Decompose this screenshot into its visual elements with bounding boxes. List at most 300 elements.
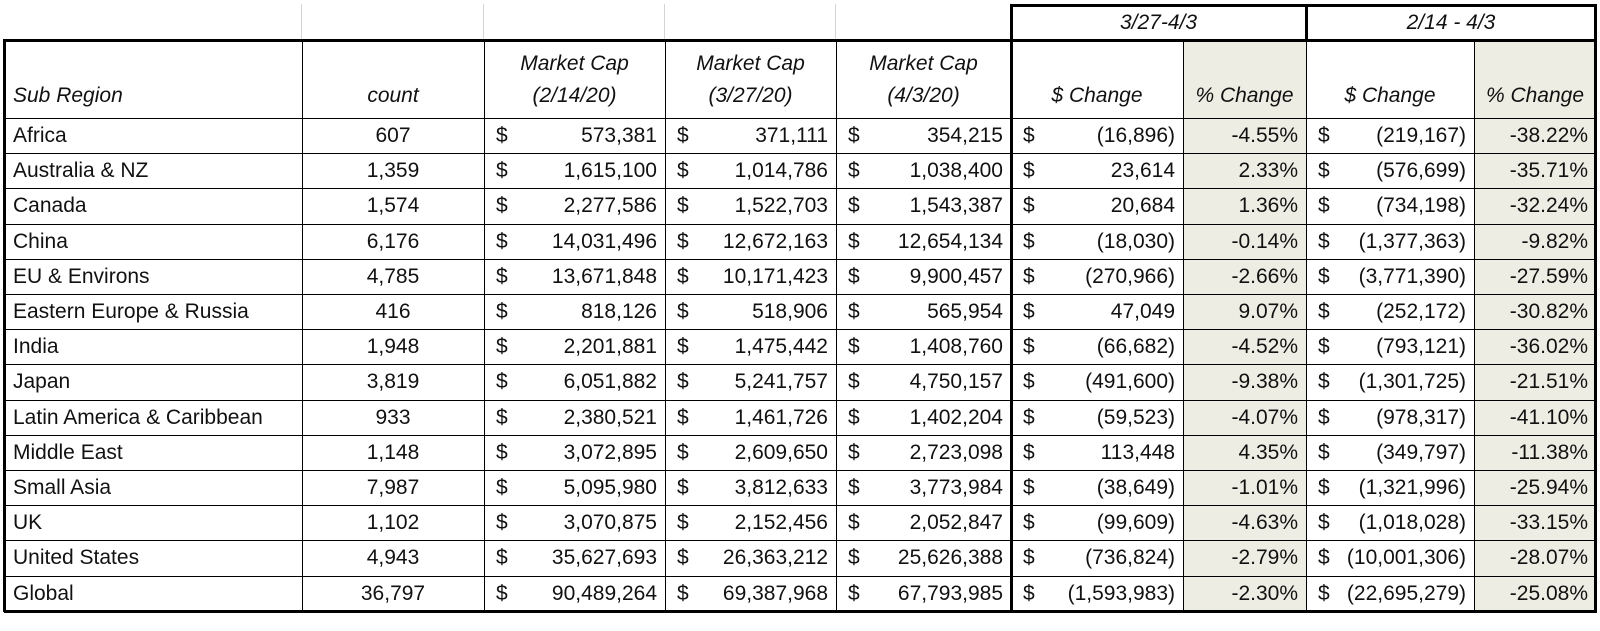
currency-symbol: $ <box>677 511 689 535</box>
currency-symbol: $ <box>848 159 860 183</box>
mc3-cell[interactable] <box>836 259 1011 294</box>
mc3-cell[interactable] <box>836 470 1011 505</box>
region-name: Africa <box>13 124 67 148</box>
currency-symbol: $ <box>1318 405 1330 429</box>
region-name: Canada <box>13 194 87 218</box>
pct1-cell[interactable] <box>1183 118 1306 153</box>
mc1-cell[interactable] <box>484 576 665 611</box>
currency-symbol: $ <box>848 264 860 288</box>
row-divider <box>4 505 1596 506</box>
mc1-cell[interactable] <box>484 153 665 188</box>
currency-symbol: $ <box>848 581 860 605</box>
chg2-cell[interactable] <box>1306 329 1474 364</box>
chg2-cell[interactable] <box>1306 153 1474 188</box>
region-cell[interactable] <box>4 294 302 329</box>
mc2-cell[interactable] <box>665 259 836 294</box>
row-divider <box>4 540 1596 541</box>
pct1-cell[interactable] <box>1183 259 1306 294</box>
mc2-cell[interactable] <box>665 576 836 611</box>
pct2-cell[interactable] <box>1474 576 1596 611</box>
pct2-value: -30.82% <box>1509 300 1588 324</box>
mc1-cell[interactable] <box>484 540 665 575</box>
chg1-cell[interactable] <box>1011 294 1183 329</box>
mc1-value: 2,380,521 <box>563 405 657 429</box>
mc2-cell[interactable] <box>665 400 836 435</box>
pct2-cell[interactable] <box>1474 540 1596 575</box>
header-pct-change-2[interactable] <box>1474 40 1596 118</box>
count-cell[interactable] <box>302 329 484 364</box>
chg1-cell[interactable] <box>1011 400 1183 435</box>
currency-symbol: $ <box>848 124 860 148</box>
pct2-cell[interactable] <box>1474 294 1596 329</box>
mc1-cell[interactable] <box>484 364 665 399</box>
mc2-cell[interactable] <box>665 224 836 259</box>
header-label: (2/14/20) <box>532 84 617 107</box>
row-divider <box>4 364 1596 365</box>
currency-symbol: $ <box>677 546 689 570</box>
count-value: 1,148 <box>366 440 420 464</box>
count-cell[interactable] <box>302 400 484 435</box>
currency-symbol: $ <box>677 440 689 464</box>
mc3-cell[interactable] <box>836 188 1011 223</box>
mc1-cell[interactable] <box>484 435 665 470</box>
chg1-value: (66,682) <box>1096 335 1175 359</box>
header-label: % Change <box>1485 84 1585 107</box>
currency-symbol: $ <box>1023 405 1035 429</box>
count-value: 3,819 <box>366 370 420 394</box>
header-market-cap-2-14-20[interactable] <box>484 40 665 118</box>
currency-symbol: $ <box>496 581 508 605</box>
chg2-value: (219,167) <box>1376 124 1466 148</box>
mc2-cell[interactable] <box>665 329 836 364</box>
header-label: $ Change <box>1344 84 1436 107</box>
pct1-value: 1.36% <box>1238 194 1298 218</box>
pct2-cell[interactable] <box>1474 505 1596 540</box>
mc2-value: 1,014,786 <box>734 159 828 183</box>
pct2-value: -33.15% <box>1509 511 1588 535</box>
region-cell[interactable] <box>4 153 302 188</box>
pct2-cell[interactable] <box>1474 188 1596 223</box>
header-dollar-change-1[interactable] <box>1011 40 1183 118</box>
mc2-cell[interactable] <box>665 118 836 153</box>
chg2-cell[interactable] <box>1306 118 1474 153</box>
region-cell[interactable] <box>4 118 302 153</box>
mc1-value: 90,489,264 <box>551 581 657 605</box>
chg2-cell[interactable] <box>1306 470 1474 505</box>
chg2-value: (978,317) <box>1376 405 1466 429</box>
pct1-cell[interactable] <box>1183 329 1306 364</box>
currency-symbol: $ <box>848 546 860 570</box>
mc2-value: 2,609,650 <box>734 440 828 464</box>
mc2-value: 3,812,633 <box>734 476 828 500</box>
chg1-cell[interactable] <box>1011 153 1183 188</box>
row-divider <box>4 294 1596 295</box>
chg2-cell[interactable] <box>1306 294 1474 329</box>
currency-symbol: $ <box>496 335 508 359</box>
chg1-cell[interactable] <box>1011 364 1183 399</box>
mc2-cell[interactable] <box>665 540 836 575</box>
currency-symbol: $ <box>677 370 689 394</box>
mc1-value: 1,615,100 <box>563 159 657 183</box>
chg2-value: (22,695,279) <box>1346 581 1466 605</box>
count-cell[interactable] <box>302 576 484 611</box>
chg2-value: (1,301,725) <box>1358 370 1466 394</box>
mc1-cell[interactable] <box>484 188 665 223</box>
currency-symbol: $ <box>848 370 860 394</box>
chg1-cell[interactable] <box>1011 329 1183 364</box>
mc3-cell[interactable] <box>836 505 1011 540</box>
region-name: Eastern Europe & Russia <box>13 300 249 324</box>
pct2-cell[interactable] <box>1474 259 1596 294</box>
mc3-value: 25,626,388 <box>897 546 1003 570</box>
currency-symbol: $ <box>1023 511 1035 535</box>
currency-symbol: $ <box>496 159 508 183</box>
currency-symbol: $ <box>1318 229 1330 253</box>
region-name: Latin America & Caribbean <box>13 405 263 429</box>
row-divider <box>4 435 1596 436</box>
chg2-value: (576,699) <box>1376 159 1466 183</box>
mc1-value: 2,277,586 <box>563 194 657 218</box>
mc3-cell[interactable] <box>836 294 1011 329</box>
pct2-cell[interactable] <box>1474 470 1596 505</box>
pct2-value: -11.38% <box>1511 440 1588 464</box>
count-cell[interactable] <box>302 435 484 470</box>
currency-symbol: $ <box>848 405 860 429</box>
currency-symbol: $ <box>496 546 508 570</box>
mc2-value: 5,241,757 <box>734 370 828 394</box>
row-divider <box>4 576 1596 577</box>
count-cell[interactable] <box>302 188 484 223</box>
pct1-cell[interactable] <box>1183 188 1306 223</box>
currency-symbol: $ <box>1318 159 1330 183</box>
mc3-cell[interactable] <box>836 329 1011 364</box>
mc2-cell[interactable] <box>665 470 836 505</box>
count-value: 1,574 <box>366 194 420 218</box>
column-divider <box>1183 40 1184 611</box>
group-header-2-14-4-3[interactable] <box>1306 4 1596 40</box>
mc1-value: 5,095,980 <box>563 476 657 500</box>
pct1-value: 4.35% <box>1238 440 1298 464</box>
table-left-border <box>3 39 6 612</box>
currency-symbol: $ <box>1023 194 1035 218</box>
region-cell[interactable] <box>4 364 302 399</box>
chg2-cell[interactable] <box>1306 505 1474 540</box>
count-value: 416 <box>375 300 411 324</box>
currency-symbol: $ <box>1318 300 1330 324</box>
count-cell[interactable] <box>302 118 484 153</box>
row-divider <box>4 224 1596 225</box>
mc2-cell[interactable] <box>665 188 836 223</box>
mc2-value: 2,152,456 <box>734 511 828 535</box>
mc3-cell[interactable] <box>836 224 1011 259</box>
chg2-value: (1,018,028) <box>1358 511 1466 535</box>
pct1-value: -4.63% <box>1231 511 1298 535</box>
mc1-cell[interactable] <box>484 400 665 435</box>
group-left-border <box>1010 4 1013 612</box>
currency-symbol: $ <box>1023 159 1035 183</box>
currency-symbol: $ <box>1023 300 1035 324</box>
header-dollar-change-2[interactable] <box>1306 40 1474 118</box>
chg2-cell[interactable] <box>1306 540 1474 575</box>
header-label: Market Cap <box>869 52 978 75</box>
mc2-value: 69,387,968 <box>722 581 828 605</box>
chg1-cell[interactable] <box>1011 224 1183 259</box>
currency-symbol: $ <box>677 581 689 605</box>
currency-symbol: $ <box>496 300 508 324</box>
chg1-value: (59,523) <box>1096 405 1175 429</box>
currency-symbol: $ <box>1023 264 1035 288</box>
region-cell[interactable] <box>4 400 302 435</box>
mc3-cell[interactable] <box>836 435 1011 470</box>
row-divider <box>4 259 1596 260</box>
mc1-value: 3,070,875 <box>563 511 657 535</box>
mc3-value: 3,773,984 <box>909 476 1003 500</box>
chg1-value: 23,614 <box>1110 159 1175 183</box>
region-name: EU & Environs <box>13 264 150 288</box>
chg1-cell[interactable] <box>1011 505 1183 540</box>
region-cell[interactable] <box>4 224 302 259</box>
count-cell[interactable] <box>302 540 484 575</box>
row-divider <box>4 153 1596 154</box>
pct1-cell[interactable] <box>1183 576 1306 611</box>
count-value: 1,359 <box>366 159 420 183</box>
chg1-value: (18,030) <box>1096 229 1175 253</box>
count-cell[interactable] <box>302 505 484 540</box>
currency-symbol: $ <box>848 440 860 464</box>
pct1-cell[interactable] <box>1183 400 1306 435</box>
header-pct-change-1[interactable] <box>1183 40 1306 118</box>
pct1-cell[interactable] <box>1183 224 1306 259</box>
pct2-value: -21.51% <box>1509 370 1588 394</box>
group-header-label: 2/14 - 4/3 <box>1406 10 1496 34</box>
region-name: UK <box>13 511 43 535</box>
chg2-value: (252,172) <box>1376 300 1466 324</box>
currency-symbol: $ <box>677 264 689 288</box>
header-label: $ Change <box>1051 84 1143 107</box>
mc1-cell[interactable] <box>484 329 665 364</box>
count-cell[interactable] <box>302 470 484 505</box>
count-value: 1,102 <box>366 511 420 535</box>
pct2-value: -28.07% <box>1509 546 1588 570</box>
header-label: % Change <box>1195 84 1294 107</box>
mc2-cell[interactable] <box>665 435 836 470</box>
currency-symbol: $ <box>677 335 689 359</box>
chg2-cell[interactable] <box>1306 576 1474 611</box>
mc3-cell[interactable] <box>836 364 1011 399</box>
header-count[interactable] <box>302 40 484 118</box>
chg2-cell[interactable] <box>1306 364 1474 399</box>
currency-symbol: $ <box>1318 124 1330 148</box>
header-market-cap-3-27-20[interactable] <box>665 40 836 118</box>
mc1-cell[interactable] <box>484 224 665 259</box>
count-value: 4,785 <box>366 264 420 288</box>
chg1-value: (99,609) <box>1096 511 1175 535</box>
chg1-cell[interactable] <box>1011 576 1183 611</box>
currency-symbol: $ <box>1318 194 1330 218</box>
table-top-border <box>4 39 1596 42</box>
mc1-cell[interactable] <box>484 294 665 329</box>
empty-cell[interactable] <box>665 4 836 40</box>
group-header-label: 3/27-4/3 <box>1119 10 1198 34</box>
mc2-value: 12,672,163 <box>722 229 828 253</box>
chg2-value: (349,797) <box>1376 440 1466 464</box>
mc1-value: 3,072,895 <box>563 440 657 464</box>
mc3-cell[interactable] <box>836 153 1011 188</box>
chg2-cell[interactable] <box>1306 188 1474 223</box>
mc3-value: 1,402,204 <box>909 405 1003 429</box>
region-cell[interactable] <box>4 435 302 470</box>
region-cell[interactable] <box>4 470 302 505</box>
region-cell[interactable] <box>4 576 302 611</box>
region-name: Australia & NZ <box>13 159 149 183</box>
pct2-cell[interactable] <box>1474 364 1596 399</box>
chg1-value: 113,448 <box>1100 440 1175 464</box>
count-cell[interactable] <box>302 224 484 259</box>
pct1-value: 2.33% <box>1238 159 1298 183</box>
chg1-value: (270,966) <box>1085 264 1175 288</box>
pct1-cell[interactable] <box>1183 153 1306 188</box>
pct1-cell[interactable] <box>1183 435 1306 470</box>
mc3-cell[interactable] <box>836 400 1011 435</box>
pct1-value: -0.14% <box>1231 229 1298 253</box>
column-divider <box>836 40 837 611</box>
pct2-value: -9.82% <box>1521 229 1588 253</box>
mc2-value: 10,171,423 <box>722 264 828 288</box>
column-divider <box>484 40 485 611</box>
chg2-cell[interactable] <box>1306 400 1474 435</box>
region-cell[interactable] <box>4 540 302 575</box>
chg1-cell[interactable] <box>1011 435 1183 470</box>
mc3-value: 67,793,985 <box>897 581 1003 605</box>
mc1-value: 13,671,848 <box>551 264 657 288</box>
group-header-3-27-4-3[interactable] <box>1011 4 1306 40</box>
currency-symbol: $ <box>848 476 860 500</box>
pct2-cell[interactable] <box>1474 153 1596 188</box>
mc1-cell[interactable] <box>484 505 665 540</box>
pct1-value: 9.07% <box>1238 300 1298 324</box>
pct2-cell[interactable] <box>1474 400 1596 435</box>
mc3-value: 354,215 <box>927 124 1003 148</box>
region-cell[interactable] <box>4 259 302 294</box>
pct2-cell[interactable] <box>1474 435 1596 470</box>
count-value: 6,176 <box>366 229 420 253</box>
chg1-cell[interactable] <box>1011 470 1183 505</box>
header-label: Market Cap <box>696 52 805 75</box>
count-cell[interactable] <box>302 364 484 399</box>
currency-symbol: $ <box>677 159 689 183</box>
mc1-cell[interactable] <box>484 470 665 505</box>
row-divider <box>4 118 1596 119</box>
pct1-value: -2.79% <box>1231 546 1298 570</box>
mc3-cell[interactable] <box>836 540 1011 575</box>
currency-symbol: $ <box>848 194 860 218</box>
mc3-cell[interactable] <box>836 118 1011 153</box>
chg1-cell[interactable] <box>1011 540 1183 575</box>
region-name: India <box>13 335 59 359</box>
region-name: China <box>13 229 68 253</box>
region-cell[interactable] <box>4 329 302 364</box>
header-label: (3/27/20) <box>708 84 793 107</box>
mc2-cell[interactable] <box>665 294 836 329</box>
pct2-value: -25.94% <box>1509 476 1588 500</box>
pct1-cell[interactable] <box>1183 470 1306 505</box>
currency-symbol: $ <box>496 124 508 148</box>
chg2-cell[interactable] <box>1306 259 1474 294</box>
chg2-cell[interactable] <box>1306 224 1474 259</box>
region-cell[interactable] <box>4 188 302 223</box>
mc3-value: 1,543,387 <box>909 194 1003 218</box>
currency-symbol: $ <box>1023 229 1035 253</box>
currency-symbol: $ <box>1318 546 1330 570</box>
mc1-value: 818,126 <box>581 300 657 324</box>
pct2-cell[interactable] <box>1474 224 1596 259</box>
header-market-cap-4-3-20[interactable] <box>836 40 1011 118</box>
pct1-cell[interactable] <box>1183 505 1306 540</box>
mc1-cell[interactable] <box>484 259 665 294</box>
count-cell[interactable] <box>302 153 484 188</box>
pct1-cell[interactable] <box>1183 364 1306 399</box>
count-cell[interactable] <box>302 294 484 329</box>
count-cell[interactable] <box>302 259 484 294</box>
currency-symbol: $ <box>496 440 508 464</box>
row-divider <box>4 400 1596 401</box>
mc2-value: 1,522,703 <box>734 194 828 218</box>
header-label: count <box>367 84 419 107</box>
mc2-value: 518,906 <box>752 300 828 324</box>
chg1-cell[interactable] <box>1011 259 1183 294</box>
chg2-cell[interactable] <box>1306 435 1474 470</box>
row-divider <box>4 329 1596 330</box>
header-label: (4/3/20) <box>887 84 960 107</box>
currency-symbol: $ <box>1318 440 1330 464</box>
currency-symbol: $ <box>496 370 508 394</box>
pct2-value: -32.24% <box>1509 194 1588 218</box>
currency-symbol: $ <box>677 124 689 148</box>
row-divider <box>4 470 1596 471</box>
region-name: Middle East <box>13 440 123 464</box>
empty-cell[interactable] <box>836 4 1011 40</box>
empty-cell[interactable] <box>484 4 665 40</box>
mc3-cell[interactable] <box>836 576 1011 611</box>
currency-symbol: $ <box>1318 370 1330 394</box>
mc2-value: 1,461,726 <box>734 405 828 429</box>
region-name: Global <box>13 581 74 605</box>
mc1-value: 2,201,881 <box>563 335 657 359</box>
header-sub-region[interactable] <box>4 40 302 118</box>
pct1-cell[interactable] <box>1183 294 1306 329</box>
chg1-cell[interactable] <box>1011 118 1183 153</box>
mc3-value: 9,900,457 <box>909 264 1003 288</box>
pct1-value: -4.07% <box>1231 405 1298 429</box>
mc1-cell[interactable] <box>484 118 665 153</box>
empty-cell[interactable] <box>4 4 302 40</box>
column-divider <box>1306 40 1307 611</box>
table-right-border <box>1594 4 1597 613</box>
region-name: United States <box>13 546 140 570</box>
pct1-cell[interactable] <box>1183 540 1306 575</box>
header-label: Market Cap <box>520 52 629 75</box>
pct2-value: -36.02% <box>1509 335 1588 359</box>
pct2-cell[interactable] <box>1474 118 1596 153</box>
pct2-cell[interactable] <box>1474 329 1596 364</box>
currency-symbol: $ <box>1023 581 1035 605</box>
mc2-cell[interactable] <box>665 505 836 540</box>
mc2-cell[interactable] <box>665 153 836 188</box>
empty-cell[interactable] <box>302 4 484 40</box>
mc2-cell[interactable] <box>665 364 836 399</box>
region-cell[interactable] <box>4 505 302 540</box>
chg1-cell[interactable] <box>1011 188 1183 223</box>
